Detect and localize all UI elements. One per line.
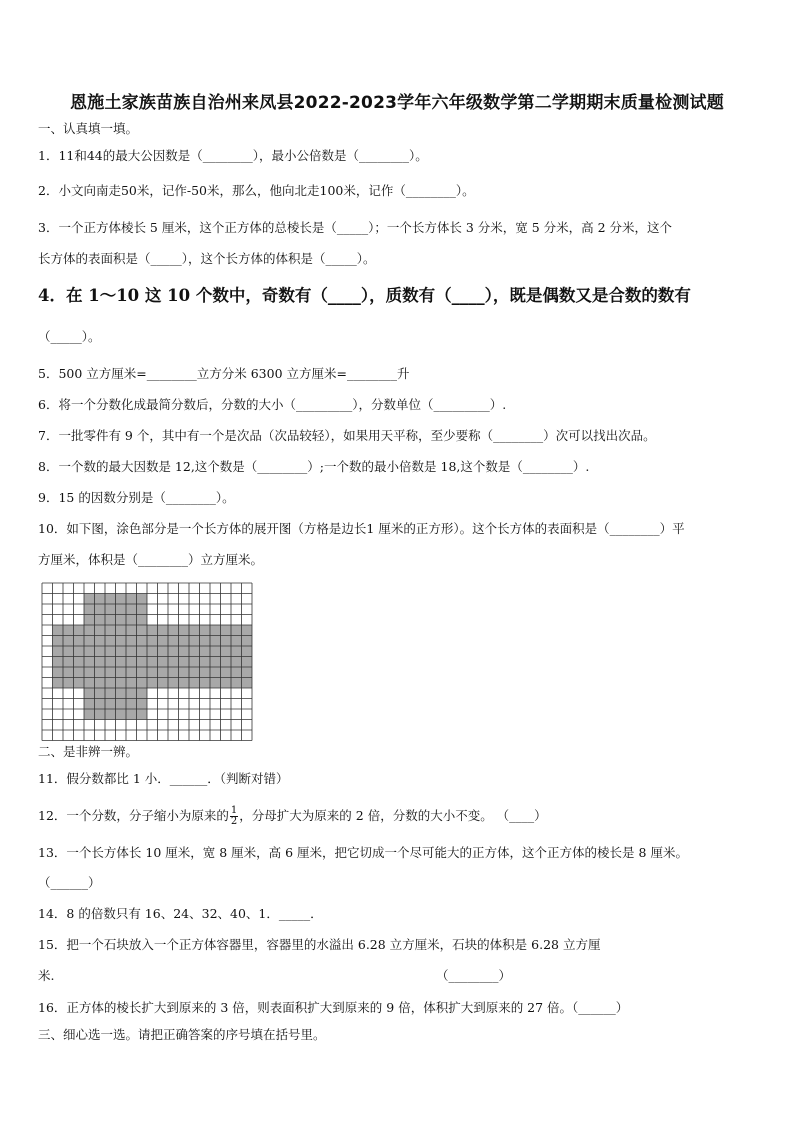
- question-2: 2．小文向南走50米，记作-50米，那么，他向北走100米，记作（________）。: [38, 183, 475, 198]
- question-12: [38, 806, 547, 827]
- shaded-net-cells: [53, 667, 253, 678]
- shaded-net-cells: [53, 646, 253, 657]
- shaded-net-cells: [53, 678, 253, 689]
- shaded-net-cells: [53, 636, 253, 647]
- question-9: 9．15 的因数分别是（________）。: [38, 490, 235, 505]
- question-6: 6．将一个分数化成最简分数后，分数的大小（_________），分数单位（_________）.: [38, 397, 507, 412]
- question-8: 8．一个数的最大因数是 12,这个数是（________）;一个数的最小倍数是 18,这个数是（________）.: [38, 459, 590, 474]
- section-2-heading: 二、是非辨一辨。: [38, 744, 139, 759]
- page-title: 恩施土家族苗族自治州来凤县2022-2023学年六年级数学第二学期期末质量检测试题: [70, 93, 724, 113]
- net-grid-figure: [41, 582, 253, 742]
- question-10-line-2: 方厘米，体积是（________）立方厘米。: [38, 552, 264, 567]
- shaded-net-cells: [53, 625, 253, 636]
- question-14: 14．8 的倍数只有 16、24、32、40、1．_____．: [38, 906, 323, 921]
- question-3-line-2: 长方体的表面积是（_____），这个长方体的体积是（_____）。: [38, 251, 376, 266]
- cuboid-net-grid: [41, 582, 253, 742]
- question-3-line-1: 3．一个正方体棱长 5 厘米，这个正方体的总棱长是（_____）；一个长方体长 3 分米，宽 5 分米，高 2 分米，这个: [38, 220, 673, 235]
- question-5: 5．500 立方厘米=________立方分米 6300 立方厘米=________升: [38, 366, 410, 381]
- question-15-answer-blank: （________）: [436, 968, 512, 983]
- question-15-line-2: 米.: [38, 968, 55, 983]
- question-15-line-1: 15．把一个石块放入一个正方体容器里，容器里的水溢出 6.28 立方厘米，石块的体积是 6.28 立方厘: [38, 937, 601, 952]
- question-13-line-1: 13．一个长方体长 10 厘米，宽 8 厘米，高 6 厘米，把它切成一个尽可能大的正方体，这个正方体的棱长是 8 厘米。: [38, 845, 688, 860]
- question-4-line-1: 4．在 1～10 这 10 个数中，奇数有（____），质数有（____），既是偶数又是合数的数有: [38, 286, 691, 305]
- question-12-text-after: ，分母扩大为原来的 2 倍，分数的大小不变。 （____）: [239, 808, 547, 823]
- question-1: 1．11和44的最大公因数是（________），最小公倍数是（________）。: [38, 148, 428, 163]
- section-3-heading: 三、细心选一选。请把正确答案的序号填在括号里。: [38, 1027, 326, 1042]
- question-16: 16．正方体的棱长扩大到原来的 3 倍，则表面积扩大到原来的 9 倍，体积扩大到原来的 27 倍。（______）: [38, 1000, 629, 1015]
- question-13-line-2: （______）: [38, 875, 101, 890]
- question-10-line-1: 10．如下图，涂色部分是一个长方体的展开图（方格是边长1 厘米的正方形）。这个长方体的表面积是（________）平: [38, 521, 685, 536]
- question-12-text-before: 12．一个分数，分子缩小为原来的: [38, 808, 229, 823]
- fraction-one-half: [230, 806, 238, 827]
- question-11: 11．假分数都比 1 小．______．（判断对错）: [38, 771, 289, 786]
- fraction-denominator: 2: [230, 816, 238, 827]
- section-1-heading: 一、认真填一填。: [38, 121, 139, 136]
- fraction-numerator: 1: [230, 805, 238, 816]
- shaded-net-cells: [53, 657, 253, 668]
- question-7: 7．一批零件有 9 个，其中有一个是次品（次品较轻），如果用天平称，至少要称（________）次可以找出次品。: [38, 428, 656, 443]
- question-4-line-2: （_____）。: [38, 329, 101, 344]
